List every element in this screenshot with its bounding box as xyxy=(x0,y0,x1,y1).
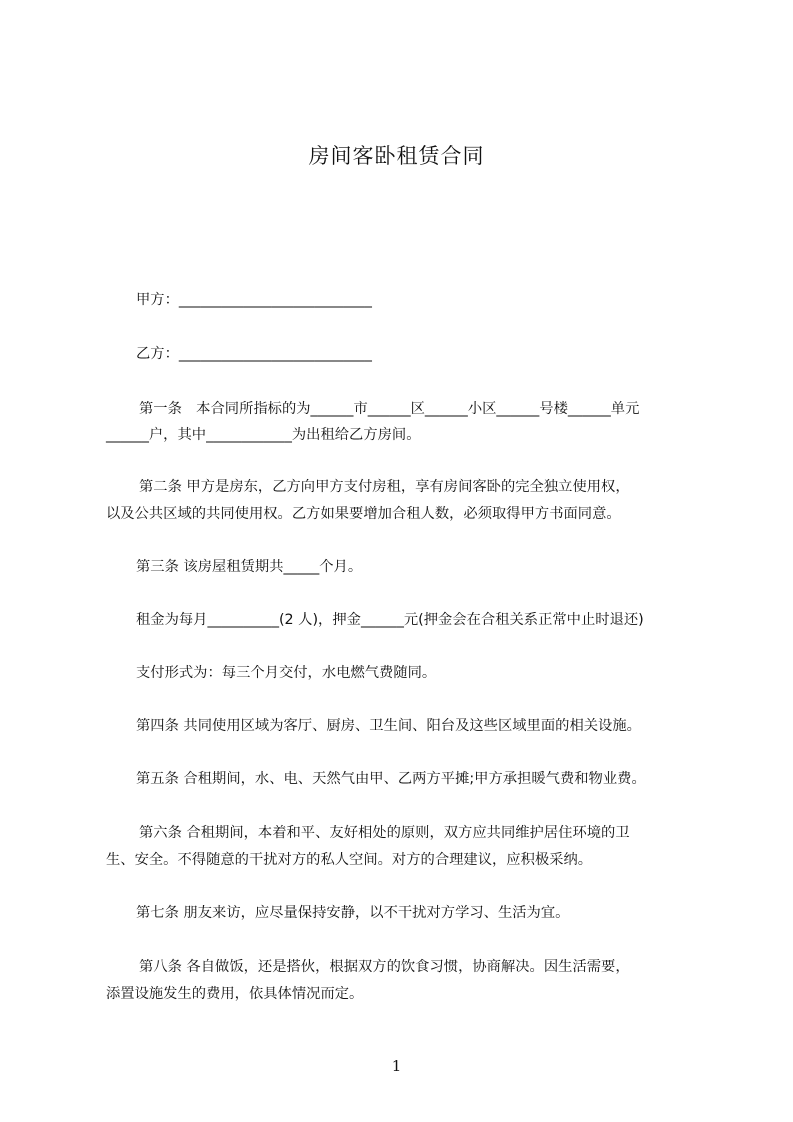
document-title: 房间客卧租赁合同 xyxy=(308,144,485,168)
article-8-line-2: 添置设施发生的费用，依具体情况而定。 xyxy=(106,986,364,1002)
article-3: 第三条 该房屋租赁期共_____个月。 xyxy=(136,559,363,575)
rent-clause: 租金为每月__________(2 人)，押金______元(押金会在合租关系正常中止时退还) xyxy=(136,612,644,628)
article-2-line-2: 以及公共区域的共同使用权。乙方如果要增加合租人数，必须取得甲方书面同意。 xyxy=(106,506,621,522)
article-8-line-1: 第八条 各自做饭，还是搭伙，根据双方的饮食习惯，协商解决。因生活需要， xyxy=(139,959,630,975)
article-6-line-1: 第六条 合租期间，本着和平、友好相处的原则，双方应共同维护居住环境的卫 xyxy=(139,825,630,841)
article-7: 第七条 朋友来访，应尽量保持安静，以不干扰对方学习、生活为宜。 xyxy=(136,905,570,921)
page-number: 1 xyxy=(391,1057,402,1075)
payment-clause: 支付形式为：每三个月交付，水电燃气费随同。 xyxy=(136,665,437,681)
article-1-line-1: 第一条 本合同所指标的为______市______区______小区______号楼______单元 xyxy=(139,401,640,417)
article-1-line-2: ______户，其中____________为出租给乙方房间。 xyxy=(106,427,421,443)
article-4: 第四条 共同使用区域为客厅、厨房、卫生间、阳台及这些区域里面的相关设施。 xyxy=(136,718,641,734)
article-6-line-2: 生、安全。不得随意的干扰对方的私人空间。对方的合理建议，应积极采纳。 xyxy=(106,852,593,868)
article-2-line-1: 第二条 甲方是房东，乙方向甲方支付房租，享有房间客卧的完全独立使用权， xyxy=(139,479,630,495)
article-5: 第五条 合租期间，水、电、天然气由甲、乙两方平摊;甲方承担暖气费和物业费。 xyxy=(136,771,646,787)
party-b-line: 乙方：___________________________ xyxy=(136,346,372,362)
party-a-line: 甲方：___________________________ xyxy=(136,292,372,308)
